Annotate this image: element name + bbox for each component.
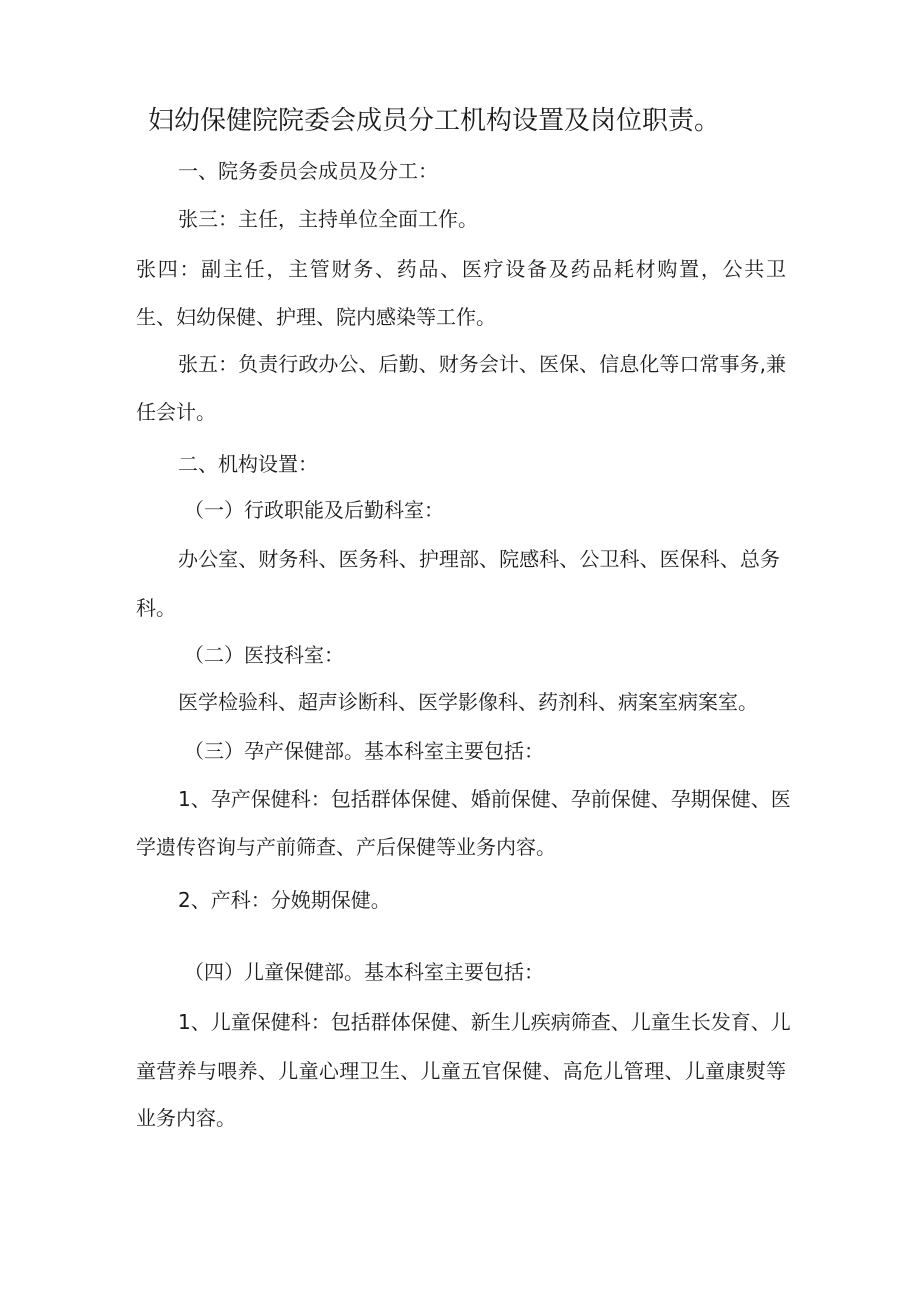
member-zhangwu-line1: 张五：负责行政办公、后勤、财务会计、医保、信息化等口常事务,兼: [178, 352, 786, 376]
sub3-item1-line1: 1、孕产保健科：包括群体保健、婚前保健、孕前保健、孕期保健、医: [178, 787, 791, 811]
sub4-item1-line2: 童营养与喂养、儿童心理卫生、儿童五官保健、高危儿管理、儿童康熨等: [136, 1059, 786, 1083]
member-zhangsi-line2: 生、妇幼保健、护理、院内感染等工作。: [136, 305, 496, 329]
sub4-heading: （四）儿童保健部。基本科室主要包括：: [184, 960, 544, 984]
section2-heading: 二、机构设置：: [178, 452, 318, 476]
sub3-item2: 2、产科：分娩期保健。: [178, 888, 391, 912]
sub3-item1-line2: 学遗传咨询与产前筛查、产后保健等业务内容。: [136, 835, 556, 859]
sub4-item1-line1: 1、儿童保健科：包括群体保健、新生儿疾病筛查、儿童生长发育、儿: [178, 1010, 791, 1034]
sub3-heading: （三）孕产保健部。基本科室主要包括：: [184, 739, 544, 763]
document-title: 妇幼保健院院委会成员分工机构设置及岗位职责。: [148, 106, 721, 136]
member-zhangsan: 张三：主任，主持单位全面工作。: [178, 207, 478, 231]
sub2-line1: 医学检验科、超声诊断科、医学影像科、药剂科、病案室病案室。: [178, 690, 758, 714]
section1-heading: 一、院务委员会成员及分工：: [178, 159, 438, 183]
sub1-line1: 办公室、财务科、医务科、护理部、院感科、公卫科、医保科、总务: [178, 547, 780, 571]
sub1-heading: （一）行政职能及后勤科室：: [184, 498, 444, 522]
sub2-heading: （二）医技科室：: [184, 643, 344, 667]
member-zhangsi-line1: 张四：副主任，主管财务、药品、医疗设备及药品耗材购置，公共卫: [136, 257, 786, 281]
sub1-line2: 科。: [136, 596, 176, 620]
member-zhangwu-line2: 任会计。: [136, 400, 216, 424]
sub4-item1-line3: 业务内容。: [136, 1106, 236, 1130]
